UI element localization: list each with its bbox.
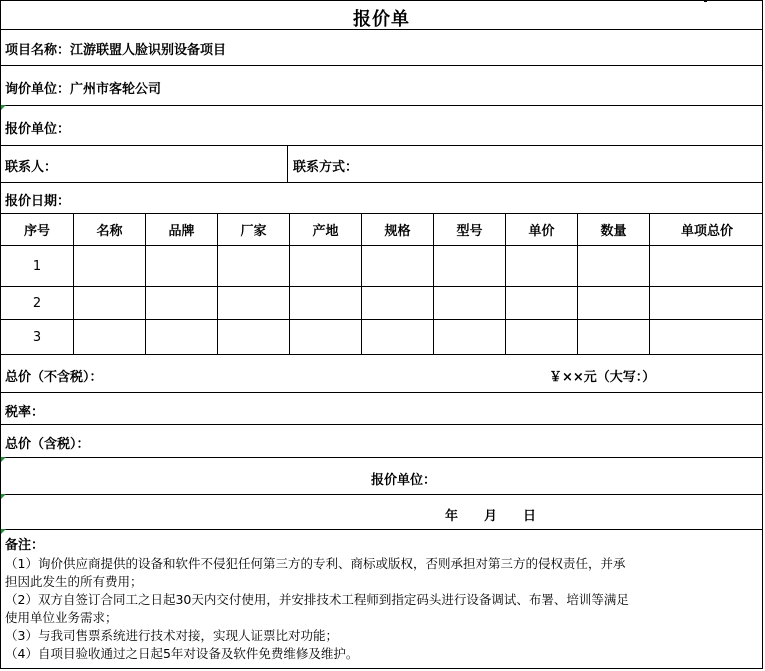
table-header-cell: 单项总价	[680, 224, 733, 239]
table-header-cell: 产地	[290, 214, 362, 245]
contact-person-label: 联系人：	[5, 160, 58, 175]
total-ex-tax-label: 总价（不含税）：	[5, 370, 103, 385]
table-row	[0, 287, 763, 320]
table-cell	[362, 246, 434, 286]
notes-line: （4）自项目验收通过之日起5年对设备及软件免费维修及维护。	[5, 646, 359, 661]
tax-rate-label: 税率：	[5, 405, 45, 420]
table-row	[0, 246, 763, 287]
project-row	[0, 30, 763, 66]
table-header-cell: 单价	[506, 214, 578, 245]
table-cell	[578, 287, 650, 319]
inquiry-value: 广州市客轮公司	[70, 82, 162, 97]
table-cell	[578, 246, 650, 286]
total-inc-tax-label: 总价（含税）：	[5, 437, 90, 452]
table-cell	[506, 320, 578, 354]
table-cell	[74, 287, 146, 319]
table-cell	[506, 287, 578, 319]
notes-line: 使用单位业务需求；	[5, 610, 118, 625]
table-header-cell: 序号	[1, 214, 74, 245]
quote-unit-row	[0, 106, 763, 146]
inquiry-row	[0, 66, 763, 106]
table-header-cell: 名称	[74, 214, 146, 245]
page-title: 报价单	[353, 9, 410, 30]
table-header-cell: 数量	[578, 214, 650, 245]
project-value: 江游联盟人脸识别设备项目	[70, 43, 227, 58]
table-header-cell: 型号	[434, 214, 506, 245]
project-label-text: 项目名称：	[5, 43, 71, 58]
table-row	[0, 320, 763, 355]
table-cell	[578, 320, 650, 354]
sign-unit-label: 报价单位：	[371, 473, 437, 488]
project-label	[5, 39, 226, 58]
table-header	[1, 214, 764, 245]
table-cell	[146, 287, 218, 319]
table-cell	[146, 320, 218, 354]
table-cell	[650, 320, 764, 354]
contact-divider	[287, 146, 288, 182]
table-cell	[218, 320, 290, 354]
inquiry-label	[5, 78, 161, 97]
table-row-cells	[1, 320, 764, 354]
sign-unit-row	[0, 458, 763, 495]
table-row-cells	[1, 287, 764, 319]
table-cell	[146, 246, 218, 286]
quote-date-label: 报价日期：	[5, 194, 71, 209]
total-inc-tax-row	[0, 425, 763, 458]
quote-date-row	[0, 183, 763, 214]
table-cell	[218, 287, 290, 319]
table-cell	[506, 246, 578, 286]
table-cell	[650, 246, 764, 286]
tax-rate-row	[0, 393, 763, 425]
contact-row	[0, 146, 763, 183]
table-cell	[290, 320, 362, 354]
table-cell	[362, 287, 434, 319]
table-header-cell: 厂家	[218, 214, 290, 245]
table-cell	[218, 246, 290, 286]
notes-line: （2）双方自签订合同工之日起30天内交付使用，并安排技术工程师到指定码头进行设备调试、布署、培训等满足	[5, 592, 629, 607]
table-cell	[434, 287, 506, 319]
notes-line: （3）与我司售票系统进行技术对接，实现人证票比对功能；	[5, 628, 338, 643]
table-cell: 2	[1, 287, 74, 319]
table-cell	[434, 320, 506, 354]
notes-line: 担因此发生的所有费用；	[5, 574, 143, 589]
table-cell	[650, 287, 764, 319]
table-cell	[74, 246, 146, 286]
contact-method-label: 联系方式：	[293, 160, 359, 175]
sign-date-label: 年 月 日	[445, 509, 537, 524]
table-cell	[290, 287, 362, 319]
table-cell	[74, 320, 146, 354]
sign-date-row	[0, 495, 763, 530]
notes-heading: 备注：	[5, 538, 45, 553]
table-row-cells	[1, 246, 764, 286]
table-cell	[290, 246, 362, 286]
total-ex-tax-amount: ￥××元（大写：）	[549, 370, 656, 385]
total-ex-tax-row	[0, 355, 763, 393]
notes-block	[5, 537, 758, 663]
table-header-row	[0, 214, 763, 246]
quote-unit-label: 报价单位：	[5, 122, 71, 137]
table-cell: 3	[1, 320, 74, 354]
notes-row	[0, 530, 763, 669]
table-cell	[362, 320, 434, 354]
inquiry-label-text: 询价单位：	[5, 82, 71, 97]
table-header-cell: 规格	[362, 214, 434, 245]
notes-line: （1）询价供应商提供的设备和软件不侵犯任何第三方的专利、商标或版权，否则承担对第三方的侵权责任，并承	[5, 556, 626, 571]
table-header-cell: 品牌	[146, 214, 218, 245]
title-row	[0, 0, 763, 30]
table-cell	[434, 246, 506, 286]
table-cell: 1	[1, 246, 74, 286]
